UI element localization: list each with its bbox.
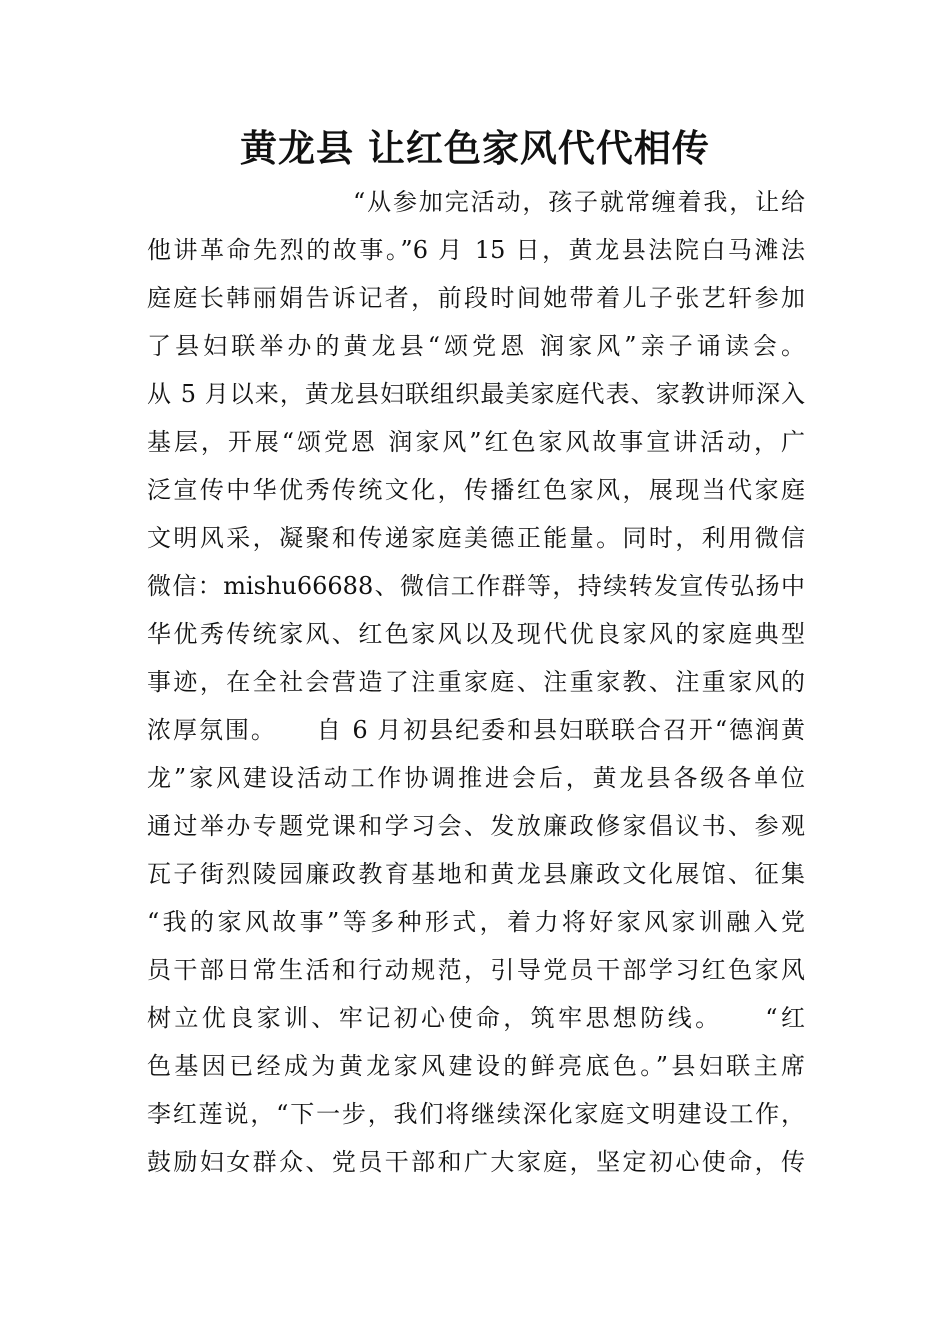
body-line: 他讲革命先烈的故事。”6 月 15 日，黄龙县法院白马滩法 [147, 236, 805, 264]
body-line: 龙”家风建设活动工作协调推进会后，黄龙县各级各单位 [147, 764, 805, 792]
body-line: 庭庭长韩丽娟告诉记者，前段时间她带着儿子张艺轩参加 [147, 284, 805, 312]
document-title: 黄龙县 让红色家风代代相传 [240, 126, 710, 170]
body-line: 鼓励妇女群众、党员干部和广大家庭，坚定初心使命，传 [147, 1148, 805, 1176]
body-line: “我的家风故事”等多种形式，着力将好家风家训融入党 [147, 908, 805, 936]
body-line: 泛宣传中华优秀传统文化，传播红色家风，展现当代家庭 [147, 476, 805, 504]
body-line: 瓦子街烈陵园廉政教育基地和黄龙县廉政文化展馆、征集 [147, 860, 805, 888]
body-line: 微信：mishu66688、微信工作群等，持续转发宣传弘扬中 [147, 572, 805, 600]
body-line: 色基因已经成为黄龙家风建设的鲜亮底色。”县妇联主席 [147, 1052, 805, 1080]
body-line: 树立优良家训、牢记初心使命，筑牢思想防线。 “红 [147, 1004, 805, 1032]
body-line: “从参加完活动，孩子就常缠着我，让给 [353, 188, 805, 216]
body-line: 了县妇联举办的黄龙县“颂党恩 润家风”亲子诵读会。 [147, 332, 805, 360]
article-body [147, 178, 805, 1186]
body-line: 事迹，在全社会营造了注重家庭、注重家教、注重家风的 [147, 668, 805, 696]
body-line: 通过举办专题党课和学习会、发放廉政修家倡议书、参观 [147, 812, 805, 840]
body-line: 浓厚氛围。 自 6 月初县纪委和县妇联联合召开“德润黄 [147, 716, 805, 744]
body-line: 基层，开展“颂党恩 润家风”红色家风故事宣讲活动，广 [147, 428, 805, 456]
body-line: 从 5 月以来，黄龙县妇联组织最美家庭代表、家教讲师深入 [147, 380, 805, 408]
body-line: 李红莲说，“下一步，我们将继续深化家庭文明建设工作， [147, 1100, 805, 1128]
body-line: 文明风采，凝聚和传递家庭美德正能量。同时，利用微信 [147, 524, 805, 552]
body-line: 华优秀传统家风、红色家风以及现代优良家风的家庭典型 [147, 620, 805, 648]
body-line: 员干部日常生活和行动规范，引导党员干部学习红色家风 [147, 956, 805, 984]
